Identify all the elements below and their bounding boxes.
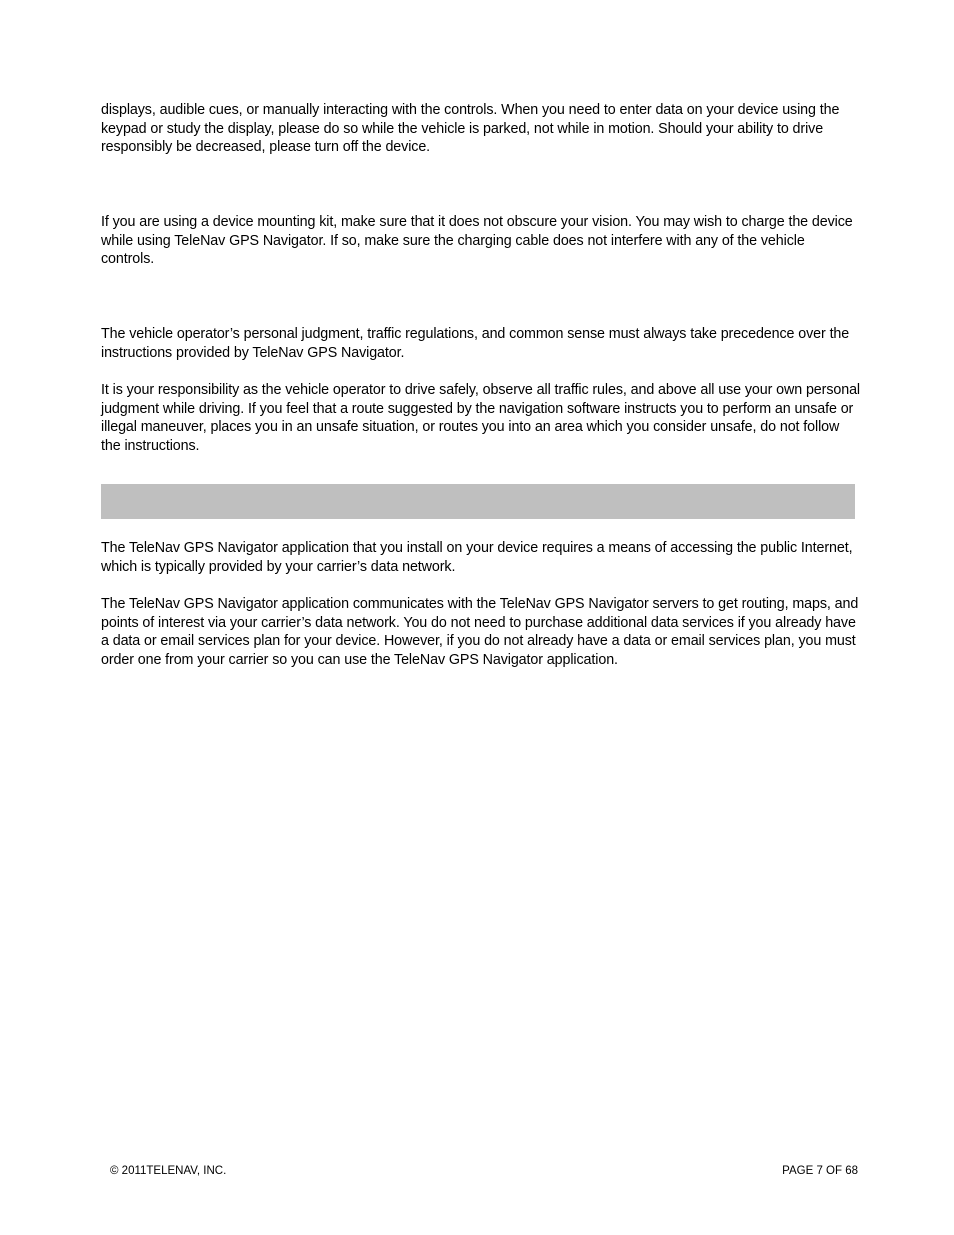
body-paragraph-operator-judgment: The vehicle operator’s personal judgment, traffic regulations, and common sense must always take precedence over the instructions provided by TeleNav GPS Navigator.	[101, 326, 850, 361]
body-paragraph-responsibility: It is your responsibility as the vehicle operator to drive safely, observe all traffic rules, and above all use your own personal judgment while driving. If you feel that a route suggested by the navigation software instructs you to perform an unsafe or illegal maneuver, places you in an unsafe situation, or routes you into an area which you consider unsafe, do not follow the instructions.	[101, 382, 861, 455]
body-paragraph-data-plan: The TeleNav GPS Navigator application communicates with the TeleNav GPS Navigator servers to get routing, maps, and points of interest via your carrier’s data network. You do not need to purchase additional data services if you already have a data or email services plan for your device. However, if you do not already have a data or email services plan, you must order one from your carrier so you can use the TeleNav GPS Navigator application.	[101, 596, 859, 669]
section-header-band	[101, 484, 855, 519]
footer-copyright: © 2011TELENAV, INC.	[110, 1165, 227, 1177]
body-paragraph-mounting-kit: If you are using a device mounting kit, make sure that it does not obscure your vision. You may wish to charge the device while using TeleNav GPS Navigator. If so, make sure the charging cable does not interfere with any of the vehicle controls.	[101, 214, 853, 268]
body-paragraph-driving-safety: displays, audible cues, or manually interacting with the controls. When you need to enter data on your device using the keypad or study the display, please do so while the vehicle is parked, not while in motion. Should your ability to drive responsibly be decreased, please turn off the device.	[101, 102, 840, 156]
footer-page-number: PAGE 7 OF 68	[782, 1165, 858, 1177]
body-paragraph-internet-access: The TeleNav GPS Navigator application that you install on your device requires a means of accessing the public Internet, which is typically provided by your carrier’s data network.	[101, 540, 853, 575]
